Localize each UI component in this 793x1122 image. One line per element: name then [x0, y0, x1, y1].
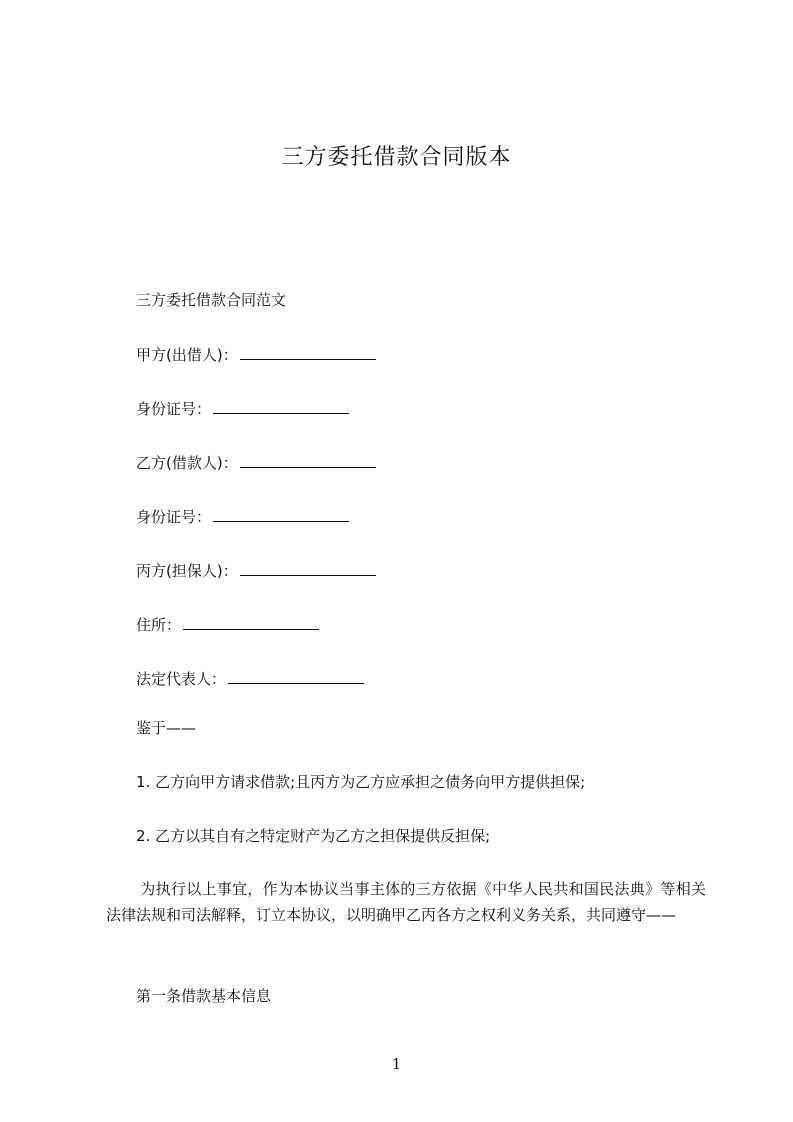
whereas-item-2: 2. 乙方以其自有之特定财产为乙方之担保提供反担保; — [136, 827, 491, 845]
field-legal-rep — [136, 669, 364, 689]
field-lender-id-label: 身份证号： — [136, 400, 212, 418]
article-1-heading: 第一条借款基本信息 — [136, 987, 272, 1005]
field-legal-rep-blank[interactable] — [228, 669, 364, 684]
whereas-item-1: 1. 乙方向甲方请求借款;且丙方为乙方应承担之债务向甲方提供担保; — [136, 773, 586, 791]
field-lender-id-blank[interactable] — [213, 399, 349, 414]
field-legal-rep-label: 法定代表人： — [136, 670, 227, 688]
field-borrower-id-label: 身份证号： — [136, 508, 212, 526]
field-address — [136, 615, 319, 635]
document-title: 三方委托借款合同版本 — [281, 145, 512, 170]
field-guarantor — [136, 561, 376, 581]
document-subtitle: 三方委托借款合同范文 — [136, 291, 287, 309]
field-guarantor-blank[interactable] — [240, 561, 376, 576]
field-borrower — [136, 453, 376, 473]
field-address-label: 住所： — [136, 616, 182, 634]
field-borrower-label: 乙方(借款人)： — [136, 454, 238, 472]
preamble-text: 为执行以上事宜，作为本协议当事主体的三方依据《中华人民共和国民法典》等相关法律法规和司法解释，订立本协议，以明确甲乙丙各方之权利义务关系，共同遵守—— — [106, 880, 706, 924]
field-lender-label: 甲方(出借人)： — [136, 346, 238, 364]
field-guarantor-label: 丙方(担保人)： — [136, 562, 238, 580]
field-lender-blank[interactable] — [240, 345, 376, 360]
page-number: 1 — [391, 1055, 402, 1073]
whereas-heading: 鉴于—— — [136, 719, 197, 737]
field-borrower-id-blank[interactable] — [213, 507, 349, 522]
field-lender — [136, 345, 376, 365]
field-lender-id — [136, 399, 349, 419]
field-borrower-id — [136, 507, 349, 527]
preamble-paragraph — [106, 876, 706, 928]
field-borrower-blank[interactable] — [240, 453, 376, 468]
field-address-blank[interactable] — [183, 615, 319, 630]
